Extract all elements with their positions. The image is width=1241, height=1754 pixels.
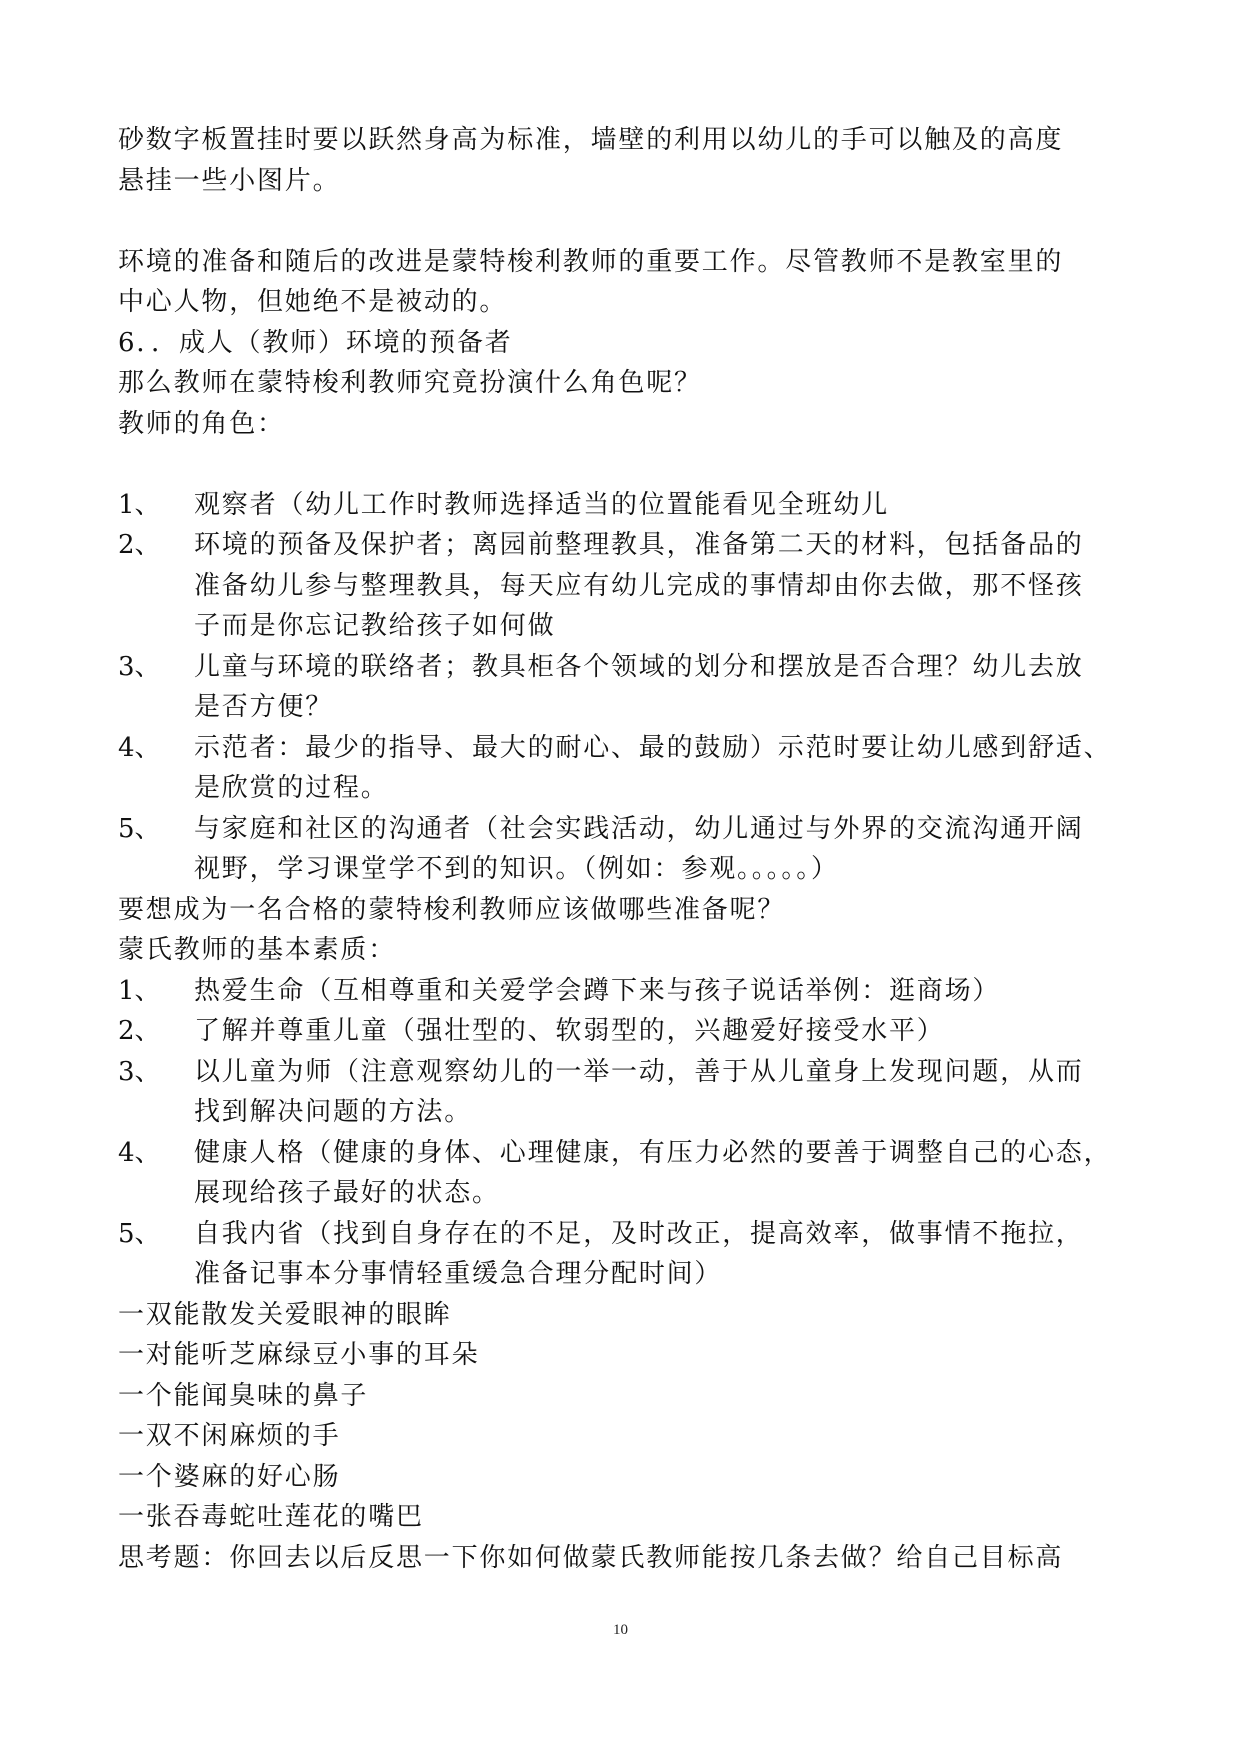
list-item-body xyxy=(194,647,1123,728)
list-item-line: 健康人格（健康的身体、心理健康，有压力必然的要善于调整自己的心态， xyxy=(194,1137,1112,1168)
attribute-line: 一对能听芝麻绿豆小事的耳朵 xyxy=(118,1340,480,1370)
page-number: 10 xyxy=(613,1622,628,1638)
role-item xyxy=(118,809,1123,890)
env-paragraph-line: 环境的准备和随后的改进是蒙特梭利教师的重要工作。尽管教师不是教室里的 xyxy=(118,246,1064,277)
quality-item xyxy=(118,971,1123,1012)
list-item-line: 以儿童为师（注意观察幼儿的一举一动，善于从儿童身上发现问题，从而 xyxy=(194,1056,1084,1087)
role-item xyxy=(118,647,1123,728)
closing-line: 思考题：你回去以后反思一下你如何做蒙氏教师能按几条去做？给自己目标高 xyxy=(118,1542,1064,1573)
role-item xyxy=(118,728,1123,809)
list-item-line: 展现给孩子最好的状态。 xyxy=(194,1178,500,1208)
quality-item xyxy=(118,1133,1123,1214)
list-item-line: 了解并尊重儿童（强壮型的、软弱型的，兴趣爱好接受水平） xyxy=(194,1016,945,1046)
qualities-heading: 蒙氏教师的基本素质： xyxy=(118,935,397,965)
qualities-list xyxy=(118,971,1123,1295)
list-number: 2、 xyxy=(118,530,161,560)
list-item-line: 子而是你忘记教给孩子如何做 xyxy=(194,611,556,641)
attribute-line: 一张吞毒蛇吐莲花的嘴巴 xyxy=(118,1502,424,1532)
env-paragraph-line: 中心人物，但她绝不是被动的。 xyxy=(118,287,508,317)
role-item xyxy=(118,525,1123,647)
list-item-body xyxy=(194,1133,1123,1214)
paragraph-gap xyxy=(118,201,1123,242)
list-number: 4、 xyxy=(118,732,161,763)
question-line: 那么教师在蒙特梭利教师究竟扮演什么角色呢？ xyxy=(118,368,702,398)
list-item-line: 准备记事本分事情轻重缓急合理分配时间） xyxy=(194,1259,723,1289)
list-item-line: 环境的预备及保护者；离园前整理教具，准备第二天的材料，包括备品的 xyxy=(194,530,1084,560)
list-item-body xyxy=(194,809,1123,890)
attribute-line: 一双不闲麻烦的手 xyxy=(118,1421,341,1451)
list-item-line: 观察者（幼儿工作时教师选择适当的位置能看见全班幼儿 xyxy=(194,489,890,520)
list-item-line: 儿童与环境的联络者；教具柜各个领域的划分和摆放是否合理？幼儿去放 xyxy=(194,651,1084,682)
list-number: 1、 xyxy=(118,975,161,1006)
list-item-line: 视野，学习课堂学不到的知识。（例如：参观。。。。。） xyxy=(194,854,839,884)
list-item-line: 示范者：最少的指导、最大的耐心、最的鼓励）示范时要让幼儿感到舒适、 xyxy=(194,732,1112,763)
list-item-body xyxy=(194,1214,1123,1295)
list-item-body xyxy=(194,1011,1123,1052)
section-heading: 6．．成人（教师）环境的预备者 xyxy=(118,327,513,358)
quality-item xyxy=(118,1214,1123,1295)
list-item-line: 准备幼儿参与整理教具，每天应有幼儿完成的事情却由你去做，那不怪孩 xyxy=(194,570,1084,601)
list-item-line: 自我内省（找到自身存在的不足，及时改正，提高效率，做事情不拖拉， xyxy=(194,1218,1084,1249)
list-item-body xyxy=(194,485,1123,526)
list-item-line: 是欣赏的过程。 xyxy=(194,773,389,803)
list-item-line: 找到解决问题的方法。 xyxy=(194,1097,473,1127)
question-line: 要想成为一名合格的蒙特梭利教师应该做哪些准备呢？ xyxy=(118,894,786,925)
paragraph-gap xyxy=(118,444,1123,485)
quality-item xyxy=(118,1011,1123,1052)
attribute-line: 一双能散发关爱眼神的眼眸 xyxy=(118,1299,452,1330)
page-content xyxy=(118,120,1123,1578)
roles-heading: 教师的角色： xyxy=(118,408,285,439)
list-item-body xyxy=(194,525,1123,647)
attribute-line: 一个婆麻的好心肠 xyxy=(118,1461,341,1492)
intro-line: 悬挂一些小图片。 xyxy=(118,165,341,196)
list-item-body xyxy=(194,971,1123,1012)
list-number: 4、 xyxy=(118,1137,161,1168)
role-item xyxy=(118,485,1123,526)
list-number: 5、 xyxy=(118,813,161,844)
list-item-line: 热爱生命（互相尊重和关爱学会蹲下来与孩子说话举例：逛商场） xyxy=(194,975,1001,1006)
list-item-body xyxy=(194,1052,1123,1133)
list-number: 3、 xyxy=(118,1056,161,1087)
list-item-line: 是否方便？ xyxy=(194,692,334,722)
list-number: 1、 xyxy=(118,489,161,520)
list-item-line: 与家庭和社区的沟通者（社会实践活动，幼儿通过与外界的交流沟通开阔 xyxy=(194,813,1084,844)
intro-line: 砂数字板置挂时要以跃然身高为标准，墙壁的利用以幼儿的手可以触及的高度 xyxy=(118,125,1064,155)
list-number: 2、 xyxy=(118,1016,161,1046)
list-number: 5、 xyxy=(118,1218,161,1249)
quality-item xyxy=(118,1052,1123,1133)
attribute-line: 一个能闻臭味的鼻子 xyxy=(118,1380,369,1411)
list-item-body xyxy=(194,728,1123,809)
list-number: 3、 xyxy=(118,651,161,682)
roles-list xyxy=(118,485,1123,890)
